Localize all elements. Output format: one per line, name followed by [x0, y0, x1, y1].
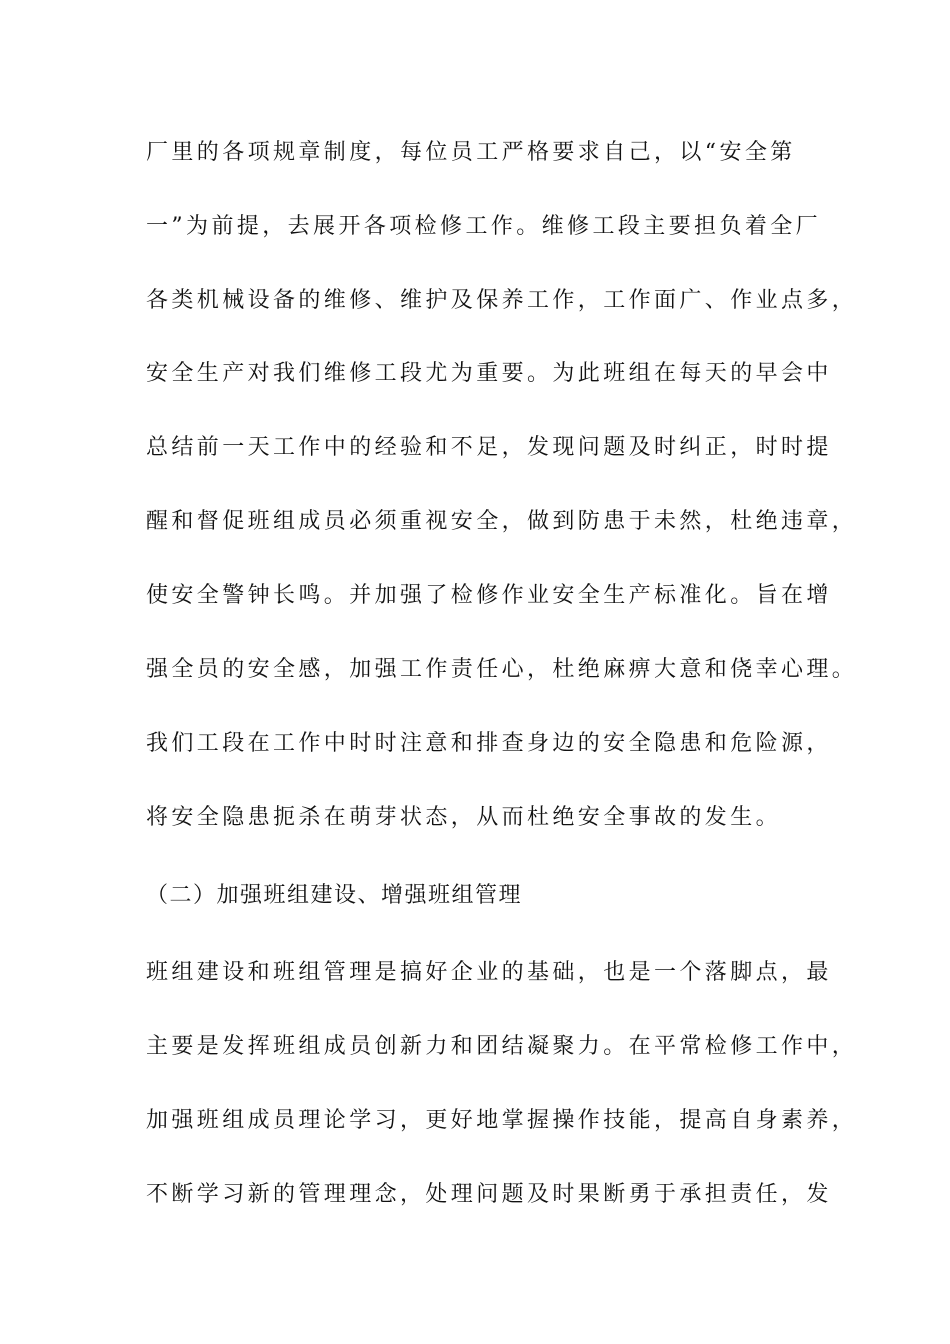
paragraph-line: 一”为前提，去展开各项检修工作。维修工段主要担负着全厂 — [146, 214, 822, 239]
paragraph-line: 总结前一天工作中的经验和不足，发现问题及时纠正，时时提 — [146, 435, 832, 460]
paragraph-line: 不断学习新的管理理念，处理问题及时果断勇于承担责任，发 — [146, 1182, 832, 1207]
paragraph-line: 安全生产对我们维修工段尤为重要。为此班组在每天的早会中 — [146, 361, 832, 386]
paragraph-line: 将安全隐患扼杀在萌芽状态，从而杜绝安全事故的发生。 — [146, 805, 782, 830]
paragraph-line: 厂里的各项规章制度，每位员工严格要求自己，以“安全第 — [146, 140, 796, 165]
paragraph-line: 使安全警钟长鸣。并加强了检修作业安全生产标准化。旨在增 — [146, 583, 832, 608]
paragraph-line: 强全员的安全感，加强工作责任心，杜绝麻痹大意和侥幸心理。 — [146, 657, 858, 682]
paragraph-line: 班组建设和班组管理是搞好企业的基础，也是一个落脚点，最 — [146, 960, 832, 985]
paragraph-line: 加强班组成员理论学习，更好地掌握操作技能，提高自身素养， — [146, 1108, 858, 1133]
section-heading: （二）加强班组建设、增强班组管理 — [146, 883, 523, 908]
paragraph-line: 醒和督促班组成员必须重视安全，做到防患于未然，杜绝违章， — [146, 509, 858, 534]
paragraph-line: 各类机械设备的维修、维护及保养工作，工作面广、作业点多， — [146, 288, 858, 313]
paragraph-line: 主要是发挥班组成员创新力和团结凝聚力。在平常检修工作中， — [146, 1034, 858, 1059]
paragraph-line: 我们工段在工作中时时注意和排查身边的安全隐患和危险源， — [146, 731, 832, 756]
